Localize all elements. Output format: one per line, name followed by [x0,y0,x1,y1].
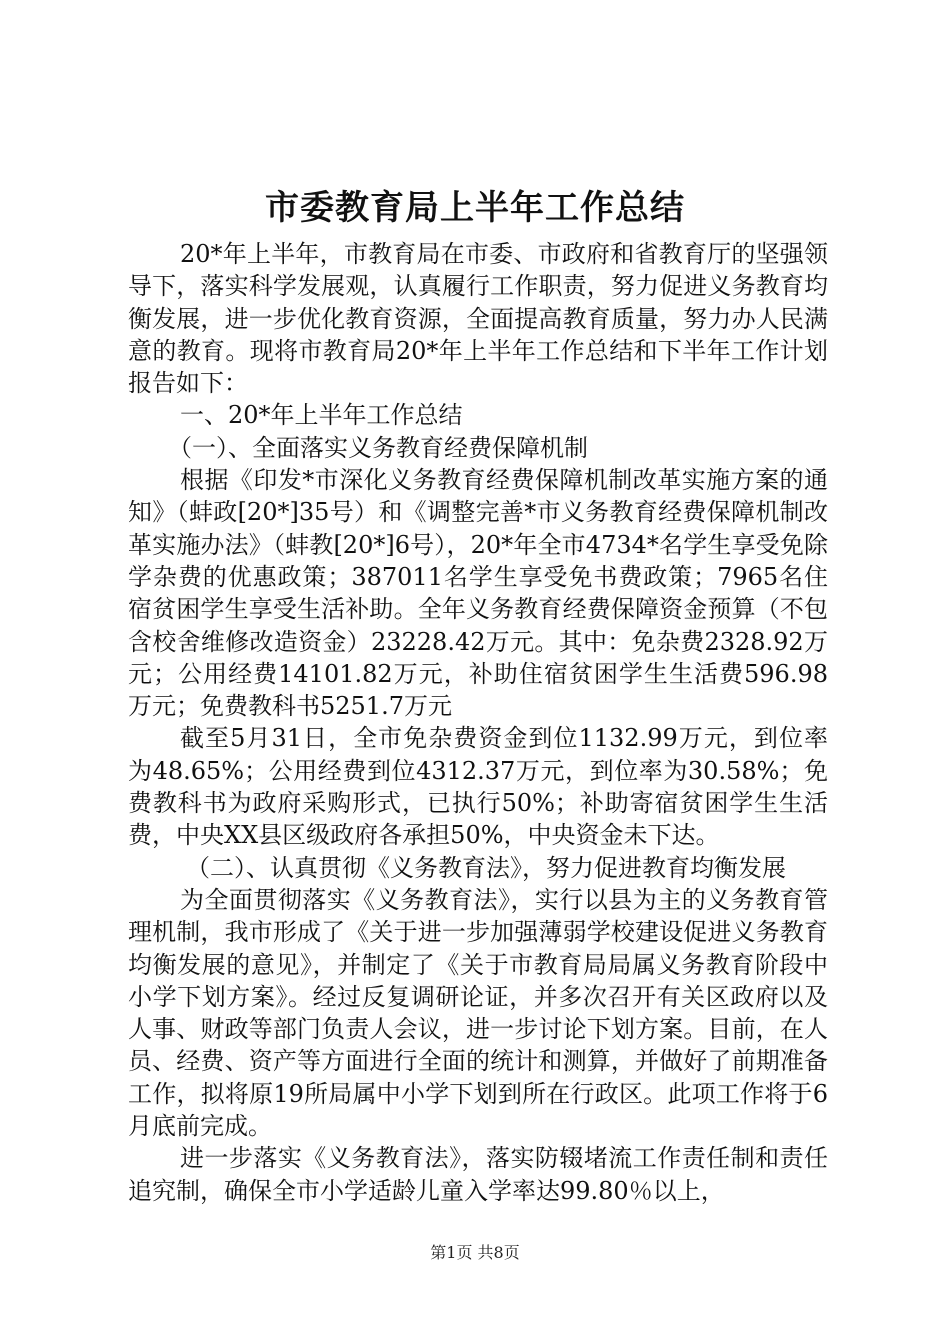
section-heading-1: 一、20*年上半年工作总结 [180,401,463,430]
funding-paragraph: 根据《印发*市深化义务教育经费保障机制改革实施方案的通知》（蚌政[20*]35号）和《调整完善*市义务教育经费保障机制改革实施办法》（蚌教[20*]6号），20*年全市4734*名学生享受免除学杂费的优惠政策；387011名学生享受免书费政策；7965名住宿贫困学生享受生活补助。全年义务教育经费保障资金预算（不包含校舍维修改造资金）23228.42万元。其中：免杂费2328.92万元；公用经费14101.82万元，补助住宿贫困学生生活费596.98万元；免费教科书5251.7万元 [128,466,828,721]
document-body [128,238,828,1207]
page-footer: 第1页 共8页 [430,1243,520,1262]
document-title: 市委教育局上半年工作总结 [265,188,685,228]
funding-status-paragraph: 截至5月31日，全市免杂费资金到位1132.99万元，到位率为48.65%；公用经费到位4312.37万元，到位率为30.58%；免费教科书为政府采购形式，已执行50%；补助寄宿贫困学生生活费，中央XX县区级政府各承担50%，中央资金未下达。 [128,724,828,850]
education-law-paragraph: 为全面贯彻落实《义务教育法》，实行以县为主的义务教育管理机制，我市形成了《关于进一步加强薄弱学校建设促进义务教育均衡发展的意见》，并制定了《关于市教育局局属义务教育阶段中小学下划方案》。经过反复调研论证，并多次召开有关区政府以及人事、财政等部门负责人会议，进一步讨论下划方案。目前，在人员、经费、资产等方面进行全面的统计和测算，并做好了前期准备工作，拟将原19所局属中小学下划到所在行政区。此项工作将于6月底前完成。 [128,885,828,1141]
subsection-heading-2: （二）、认真贯彻《义务教育法》，努力促进教育均衡发展 [186,853,786,882]
dropout-prevention-paragraph: 进一步落实《义务教育法》，落实防辍堵流工作责任制和责任追究制，确保全市小学适龄儿童入学率达99.80％以上， [128,1144,828,1205]
intro-paragraph: 20*年上半年，市教育局在市委、市政府和省教育厅的坚强领导下，落实科学发展观，认真履行工作职责，努力促进义务教育均衡发展，进一步优化教育资源，全面提高教育质量，努力办人民满意的教育。现将市教育局20*年上半年工作总结和下半年工作计划报告如下： [128,240,828,398]
subsection-heading-1: （一）、全面落实义务教育经费保障机制 [168,433,588,462]
